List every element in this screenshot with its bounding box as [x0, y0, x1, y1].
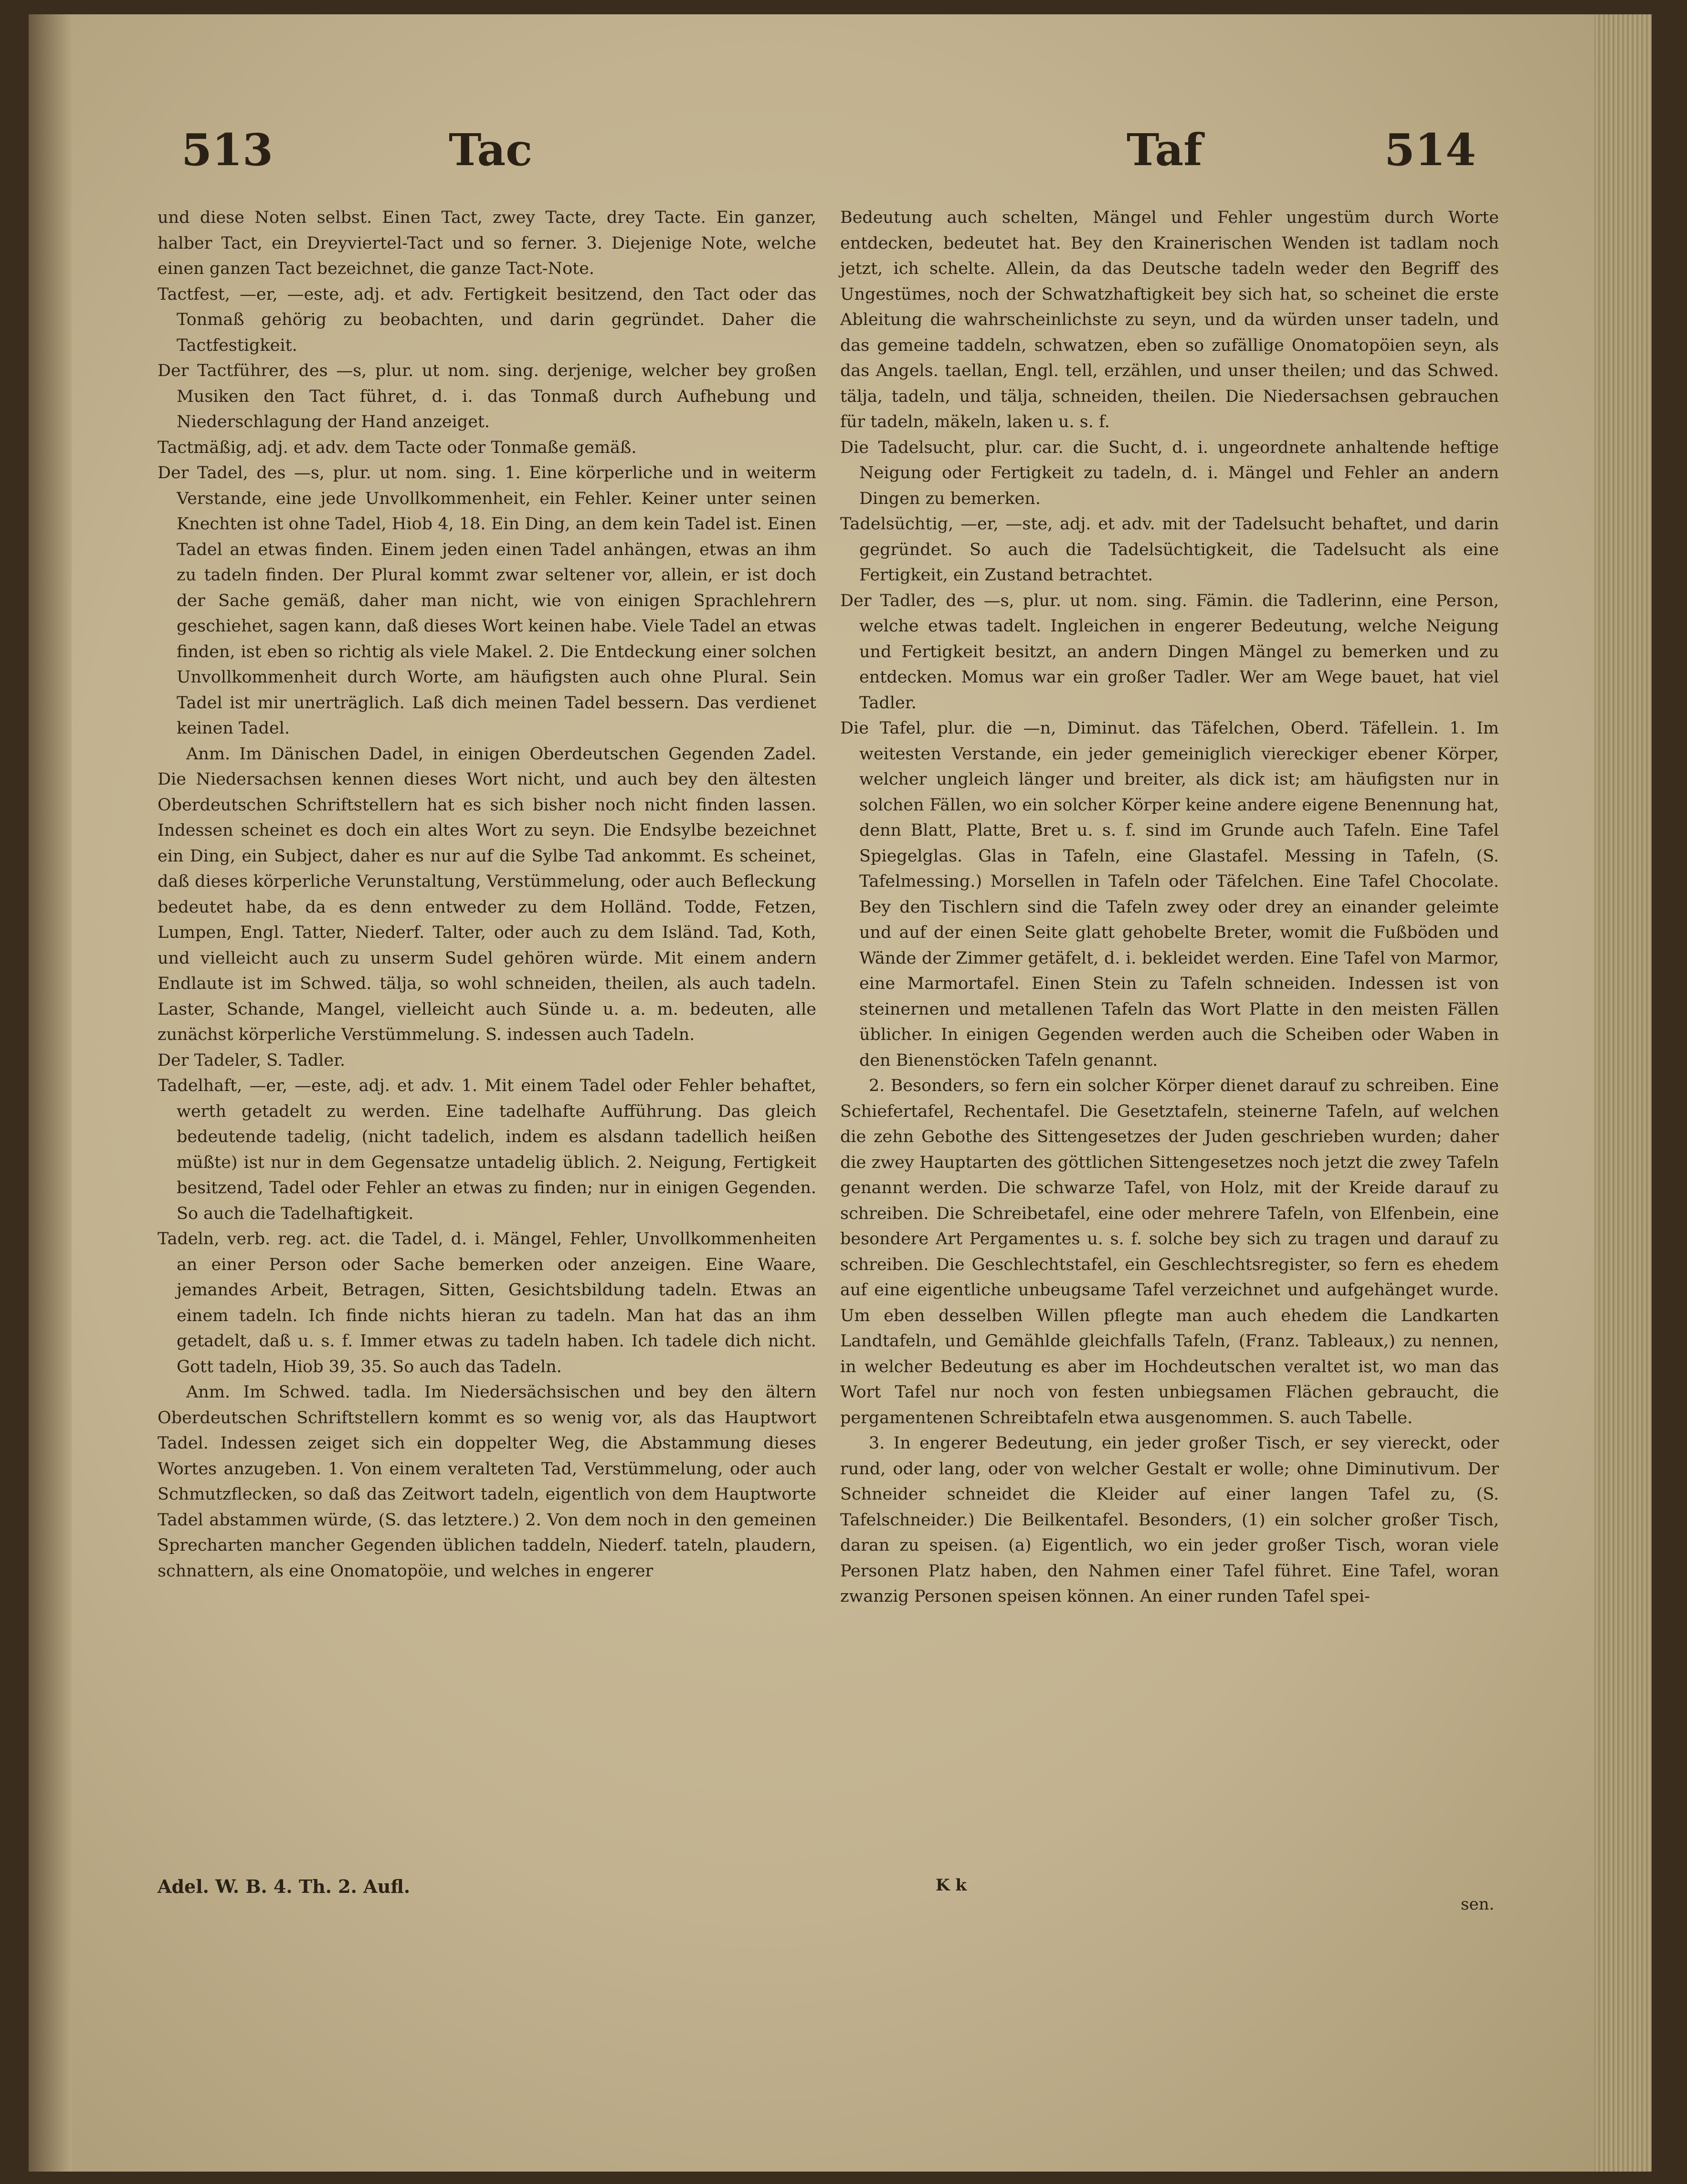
entry-tadeler: Der Tadeler, S. Tadler. [158, 1050, 346, 1070]
left-headword: Tac [449, 124, 533, 176]
signature-mark: K k [936, 1876, 967, 1895]
paragraph: Bedeutung auch schelten, Mängel und Fehler ungestüm durch Worte entdecken, bedeutet hat. Bey den Krainerischen Wenden ist tadlam noch jetzt, ich schelte. Allein, da das Deutsche tadeln weder den Begriff des Ungestümes, noch der Schwatzhaftigkeit bey sich hat, so scheinet die erste Ableitung die wahrscheinlichste zu seyn, und da würden unser tadeln, und das gemeine taddeln, schwatzen, eben so zufällige Onomatopöien seyn, als das Angels. taellan, Engl. tell, erzählen, und unser theilen; und das Schwed. tälja, tadeln, und tälja, schneiden, theilen. Die Niedersachsen gebrauchen für tadeln, mäkeln, laken u. s. f. [840, 208, 1499, 431]
entry-tadelsucht: Die Tadelsucht, plur. car. die Sucht, d. i. ungeordnete anhaltende heftige Neigung oder Fertigkeit zu tadeln, d. i. Mängel und Fehler an andern Dingen zu bemerken. [840, 438, 1499, 508]
entry-tactfuehrer: Der Tactführer, des —s, plur. ut nom. sing. derjenige, welcher bey großen Musiken den Tact führet, d. i. das Tonmaß durch Aufhebung und Niederschlagung der Hand anzeiget. [158, 361, 816, 431]
running-header [162, 124, 1499, 191]
tafel-sense-3: 3. In engerer Bedeutung, ein jeder großer Tisch, er sey viereckt, oder rund, oder lang, oder von welcher Gestalt er wolle; ohne Diminutivum. Der Schneider schneidet die Kleider auf einer langen Tafel zu, (S. Tafelschneider.) Die Beilkentafel. Besonders, (1) ein solcher großer Tisch, daran zu speisen. (a) Eigentlich, wo ein jeder großer Tisch, woran viele Personen Platz haben, den Nahmen einer Tafel führet. Eine Tafel, woran zwanzig Personen speisen können. An einer runden Tafel spei- [840, 1434, 1499, 1606]
catchword: sen. [1461, 1895, 1495, 1914]
entry-tadelsuechtig: Tadelsüchtig, —er, —ste, adj. et adv. mit der Tadelsucht behaftet, und darin gegründet. So auch die Tadelsüchtigkeit, die Tadelsucht als eine Fertigkeit, ein Zustand betrachtet. [840, 514, 1499, 585]
right-headword: Taf [1127, 124, 1202, 176]
entry-tadeln: Tadeln, verb. reg. act. die Tadel, d. i. Mängel, Fehler, Unvollkommenheiten an einer Person oder Sache bemerken oder anzeigen. Eine Waare, jemandes Arbeit, Betragen, Sitten, Gesichtsbildung tadeln. Etwas an einem tadeln. Ich finde nichts hieran zu tadeln. Man hat das an ihm getadelt, daß u. s. f. Immer etwas zu tadeln haben. Ich tadele dich nicht. Gott tadeln, Hiob 39, 35. So auch das Tadeln. [158, 1229, 816, 1376]
entry-tadelhaft: Tadelhaft, —er, —este, adj. et adv. 1. Mit einem Tadel oder Fehler behaftet, werth getadelt zu werden. Eine tadelhafte Aufführung. Das gleich bedeutende tadelig, (nicht tadelich, indem es alsdann tadellich heißen müßte) ist nur in dem Gegensatze untadelig üblich. 2. Neigung, Fertigkeit besitzend, Tadel oder Fehler an etwas zu finden; nur in einigen Gegenden. So auch die Tadelhaftigkeit. [158, 1076, 816, 1223]
book-spine [29, 14, 72, 2172]
entry-tactfest: Tactfest, —er, —este, adj. et adv. Fertigkeit besitzend, den Tact oder das Tonmaß gehörig zu beobachten, und darin gegründet. Daher die Tactfestigkeit. [158, 284, 816, 355]
entry-tadler: Der Tadler, des —s, plur. ut nom. sing. Fämin. die Tadlerinn, eine Person, welche etwas tadelt. Ingleichen in engerer Bedeutung, welche Neigung und Fertigkeit besitzt, an andern Dingen Mängel zu bemerken und zu entdecken. Momus war ein großer Tadler. Wer am Wege bauet, hat viel Tadler. [840, 591, 1499, 713]
entry-tadel: Der Tadel, des —s, plur. ut nom. sing. 1. Eine körperliche und in weiterm Verstande, eine jede Unvollkommenheit, ein Fehler. Keiner unter seinen Knechten ist ohne Tadel, Hiob 4, 18. Ein Ding, an dem kein Tadel ist. Einen Tadel an etwas finden. Einem jeden einen Tadel anhängen, etwas an ihm zu tadeln finden. Der Plural kommt zwar seltener vor, allein, er ist doch der Sache gemäß, daher man nicht, wie von einigen Sprachlehrern geschiehet, sagen kann, daß dieses Wort keinen habe. Viele Tadel an etwas finden, ist eben so richtig als viele Makel. 2. Die Entdeckung einer solchen Unvollkommenheit durch Worte, am häufigsten auch ohne Plural. Sein Tadel ist mir unerträglich. Laß dich meinen Tadel bessern. Das verdienet keinen Tadel. [158, 463, 816, 738]
right-page-number: 514 [1384, 124, 1476, 176]
page-edges [1594, 14, 1652, 2172]
left-column [158, 205, 816, 1584]
left-page-number: 513 [181, 124, 274, 176]
tafel-sense-2: 2. Besonders, so fern ein solcher Körper dienet darauf zu schreiben. Eine Schiefertafel, Rechentafel. Die Gesetztafeln, steinerne Tafeln, auf welchen die zehn Gebothe des Sittengesetzes der Juden geschrieben wurden; daher die zwey Hauptarten des göttlichen Sittengesetzes noch jetzt die zwey Tafeln genannt werden. Die schwarze Tafel, von Holz, mit der Kreide darauf zu schreiben. Die Schreibetafel, eine oder mehrere Tafeln, von Elfenbein, eine besondere Art Pergamentes u. s. f. solche bey sich zu tragen und darauf zu schreiben. Die Geschlechtstafel, ein Geschlechtsregister, so fern es ehedem auf eine eigentliche unbeugsame Tafel verzeichnet und aufgehänget wurde. Um eben desselben Willen pflegte man auch ehedem die Landkarten Landtafeln, und Gemählde gleichfalls Tafeln, (Franz. Tableaux,) zu nennen, in welcher Bedeutung es aber im Hochdeutschen veraltet ist, wo man das Wort Tafel nur noch von festen unbiegsamen Flächen gebraucht, die pergamentenen Schreibtafeln etwa ausgenommen. S. auch Tabelle. [840, 1076, 1499, 1428]
note-tadeln: Anm. Im Schwed. tadla. Im Niedersächsischen und bey den ältern Oberdeutschen Schriftstellern kommt es so wenig vor, als das Hauptwort Tadel. Indessen zeiget sich ein doppelter Weg, die Abstammung dieses Wortes anzugeben. 1. Von einem veralteten Tad, Verstümmelung, oder auch Schmutzflecken, so daß das Zeitwort tadeln, eigentlich von dem Hauptworte Tadel abstammen würde, (S. das letztere.) 2. Von dem noch in den gemeinen Sprecharten mancher Gegenden üblichen taddeln, Niederf. tateln, plaudern, schnattern, als eine Onomatopöie, und welches in engerer [158, 1383, 816, 1581]
entry-tafel: Die Tafel, plur. die —n, Diminut. das Täfelchen, Oberd. Täfellein. 1. Im weitesten Verstande, ein jeder gemeiniglich viereckiger ebener Körper, welcher ungleich länger und breiter, als dick ist; am häufigsten nur in solchen Fällen, wo ein solcher Körper keine andere eigene Benennung hat, denn Blatt, Platte, Bret u. s. f. sind im Grunde auch Tafeln. Eine Tafel Spiegelglas. Glas in Tafeln, eine Glastafel. Messing in Tafeln, (S. Tafelmessing.) Morsellen in Tafeln oder Täfelchen. Eine Tafel Chocolate. Bey den Tischlern sind die Tafeln zwey oder drey an einander geleimte und auf der einen Seite glatt gehobelte Breter, womit die Fußböden und Wände der Zimmer getäfelt, d. i. bekleidet werden. Eine Tafel von Marmor, eine Marmortafel. Einen Stein zu Tafeln schneiden. Indessen ist von steinernen und metallenen Tafeln das Wort Platte in den meisten Fällen üblicher. In einigen Gegenden werden auch die Scheiben oder Waben in den Bienenstöcken Tafeln genannt. [840, 719, 1499, 1070]
footer-left: Adel. W. B. 4. Th. 2. Aufl. [158, 1876, 411, 1897]
right-column [840, 205, 1499, 1610]
entry-tactmaessig: Tactmäßig, adj. et adv. dem Tacte oder Tonmaße gemäß. [158, 438, 637, 457]
book-page [29, 14, 1652, 2172]
note-tadel: Anm. Im Dänischen Dadel, in einigen Oberdeutschen Gegenden Zadel. Die Niedersachsen kennen dieses Wort nicht, und auch bey den ältesten Oberdeutschen Schriftstellern hat es sich bisher noch nicht finden lassen. Indessen scheinet es doch ein altes Wort zu seyn. Die Endsylbe bezeichnet ein Ding, ein Subject, daher es nur auf die Sylbe Tad ankommt. Es scheinet, daß dieses körperliche Verunstaltung, Verstümmelung, oder auch Befleckung bedeutet habe, da es denn entweder zu dem Holländ. Todde, Fetzen, Lumpen, Engl. Tatter, Niederf. Talter, oder auch zu dem Isländ. Tad, Koth, und vielleicht auch zu unserm Sudel gehören würde. Mit einem andern Endlaute ist im Schwed. tälja, so wohl schneiden, theilen, als auch tadeln. Laster, Schande, Mangel, vielleicht auch Sünde u. a. m. bedeuten, alle zunächst körperliche Verstümmelung. S. indessen auch Tadeln. [158, 744, 816, 1044]
paragraph: und diese Noten selbst. Einen Tact, zwey Tacte, drey Tacte. Ein ganzer, halber Tact, ein Dreyviertel-Tact und so ferner. 3. Diejenige Note, welche einen ganzen Tact bezeichnet, die ganze Tact-Note. [158, 208, 816, 278]
